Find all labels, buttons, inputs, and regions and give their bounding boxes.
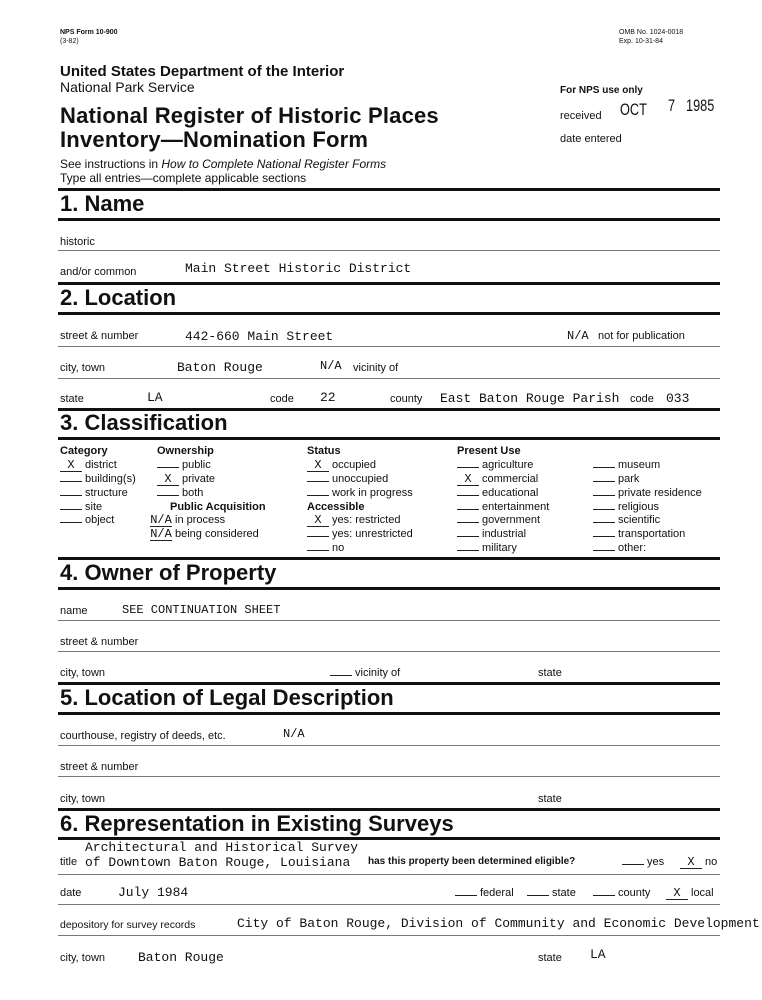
option-label: district	[85, 459, 117, 471]
category-option	[60, 459, 117, 472]
present-use-option	[457, 528, 526, 540]
field-line	[58, 935, 720, 936]
yes-label: yes	[647, 856, 665, 868]
survey-title-line2: of Downtown Baton Rouge, Louisiana	[85, 855, 351, 870]
county-level-label: county	[618, 887, 651, 899]
owner-vicinity	[330, 667, 400, 679]
eligible-label: has this property been determined eligible?	[368, 856, 576, 867]
checkbox[interactable]	[307, 536, 329, 537]
owner-city-label: city, town	[60, 667, 106, 679]
owner-vicinity-label: vicinity of	[355, 667, 401, 679]
county-checkbox[interactable]	[593, 895, 615, 896]
checkbox[interactable]	[307, 495, 329, 496]
street-value: 442-660 Main Street	[185, 329, 334, 344]
present-use-option	[593, 542, 646, 554]
present-use-option	[593, 487, 702, 499]
nps-use-label: For NPS use only	[560, 85, 643, 96]
checkbox[interactable]: X	[157, 474, 179, 486]
date-entered-label: date entered	[560, 133, 622, 145]
state-checkbox[interactable]	[527, 895, 549, 896]
federal	[455, 887, 514, 899]
instructions-text: See instructions in	[60, 157, 162, 171]
divider	[58, 712, 720, 715]
option-label: private	[182, 473, 216, 485]
received-stamp-day: 7	[668, 96, 676, 115]
state-level-label: state	[552, 887, 576, 899]
divider	[58, 188, 720, 191]
yes-checkbox[interactable]	[622, 864, 644, 865]
checkbox[interactable]	[307, 481, 329, 482]
form-title-line2: Inventory—Nomination Form	[60, 127, 369, 152]
option-label: object	[85, 514, 115, 526]
accessible-option	[307, 542, 344, 554]
category-title: Category	[60, 445, 108, 457]
field-line	[58, 378, 720, 379]
option-label: public	[182, 459, 211, 471]
field-line	[58, 745, 720, 746]
owner-state-label: state	[538, 667, 562, 679]
street-label: street & number	[60, 330, 139, 342]
option-label: site	[85, 501, 103, 513]
common-name-label: and/or common	[60, 266, 137, 278]
acquisition-option	[150, 514, 225, 527]
field-line	[58, 776, 720, 777]
form-number: NPS Form 10-900	[60, 29, 118, 36]
received-stamp-month: OCT	[620, 100, 647, 119]
option-label: yes: restricted	[332, 514, 401, 526]
field-line	[58, 620, 720, 621]
vicinity-mark: N/A	[320, 359, 342, 373]
date-value: July 1984	[118, 885, 189, 900]
option-label: park	[618, 473, 640, 485]
omb-number: OMB No. 1024-0018	[619, 29, 684, 36]
field-line	[58, 904, 720, 905]
checkbox[interactable]	[593, 467, 615, 468]
ownership-option	[157, 487, 203, 499]
present-use-option	[457, 459, 533, 471]
instructions-title: How to Complete National Register Forms	[161, 157, 387, 171]
county-level	[593, 887, 650, 899]
section-6-heading: 6. Representation in Existing Surveys	[60, 811, 454, 836]
legal-street-label: street & number	[60, 761, 139, 773]
county-code-label: code	[630, 393, 654, 405]
depository-label: depository for survey records	[60, 919, 196, 931]
eligible-yes	[622, 856, 664, 868]
present-use-option	[593, 528, 685, 540]
option-label: private residence	[618, 487, 702, 499]
category-option	[60, 501, 102, 513]
checkbox[interactable]	[307, 550, 329, 551]
not-for-publication-mark: N/A	[567, 329, 589, 343]
checkbox[interactable]	[593, 495, 615, 496]
option-label: other:	[618, 542, 647, 554]
city-value: Baton Rouge	[177, 360, 263, 375]
vicinity-label: vicinity of	[353, 362, 399, 374]
checkbox[interactable]: X	[307, 460, 329, 472]
no-checkbox[interactable]: X	[680, 857, 702, 869]
section-2-heading: 2. Location	[60, 285, 177, 310]
local-level-label: local	[691, 887, 714, 899]
form-date: (3-82)	[60, 38, 79, 45]
survey-title-label: title	[60, 856, 78, 868]
owner-name-label: name	[60, 605, 88, 617]
instructions	[60, 157, 386, 171]
checkbox[interactable]	[60, 509, 82, 510]
historic-label: historic	[60, 236, 95, 248]
county-code-value: 033	[666, 391, 690, 406]
survey-city-label: city, town	[60, 952, 106, 964]
checkbox[interactable]	[60, 495, 82, 496]
code-value: 22	[320, 390, 336, 405]
option-label: transportation	[618, 528, 686, 540]
checkbox[interactable]	[457, 522, 479, 523]
legal-city-label: city, town	[60, 793, 106, 805]
federal-checkbox[interactable]	[455, 895, 477, 896]
field-line	[58, 874, 720, 875]
date-label: date	[60, 887, 82, 899]
section-4-heading: 4. Owner of Property	[60, 560, 277, 585]
option-label: educational	[482, 487, 539, 499]
city-label: city, town	[60, 362, 106, 374]
category-option	[60, 473, 136, 485]
accessible-title: Accessible	[307, 501, 365, 513]
checkbox[interactable]	[593, 481, 615, 482]
received-label: received	[560, 110, 602, 122]
acquisition-option	[150, 528, 259, 541]
checkbox[interactable]	[157, 467, 179, 468]
checkbox[interactable]	[457, 467, 479, 468]
divider	[58, 312, 720, 315]
present-use-option	[457, 501, 549, 513]
present-use-option	[457, 487, 538, 499]
checkbox[interactable]: X	[60, 460, 82, 472]
option-label: scientific	[618, 514, 661, 526]
county-label: county	[390, 393, 423, 405]
checkbox[interactable]	[60, 481, 82, 482]
county-value: East Baton Rouge Parish	[440, 391, 620, 406]
checkbox[interactable]: N/A	[150, 527, 172, 541]
depository-value: City of Baton Rouge, Division of Community and Economic Development	[237, 916, 760, 931]
divider	[58, 437, 720, 440]
accessible-option	[307, 514, 400, 527]
eligible-no	[680, 856, 717, 869]
checkbox[interactable]	[60, 522, 82, 523]
option-label: no	[332, 542, 345, 554]
local-checkbox[interactable]: X	[666, 888, 688, 900]
present-use-title: Present Use	[457, 445, 521, 457]
option-label: both	[182, 487, 204, 499]
state-value: LA	[147, 390, 163, 405]
option-label: being considered	[175, 528, 259, 540]
status-option	[307, 487, 413, 499]
section-3-heading: 3. Classification	[60, 410, 228, 435]
option-label: occupied	[332, 459, 377, 471]
received-stamp-year: 1985	[686, 96, 715, 115]
ownership-option	[157, 473, 215, 486]
type-instructions: Type all entries—complete applicable sections	[60, 171, 307, 185]
field-line	[58, 346, 720, 347]
public-acquisition-title: Public Acquisition	[170, 501, 266, 513]
option-label: religious	[618, 501, 659, 513]
present-use-option	[593, 473, 639, 485]
option-label: in process	[175, 514, 226, 526]
present-use-option	[593, 459, 660, 471]
checkbox[interactable]	[457, 550, 479, 551]
status-option	[307, 473, 388, 485]
state-label: state	[60, 393, 84, 405]
checkbox[interactable]: N/A	[150, 513, 172, 527]
present-use-option	[593, 514, 660, 526]
checkbox[interactable]: X	[307, 515, 329, 527]
field-line	[58, 651, 720, 652]
expiration: Exp. 10-31-84	[619, 38, 663, 45]
checkbox[interactable]: X	[457, 474, 479, 486]
option-label: military	[482, 542, 517, 554]
checkbox[interactable]	[593, 550, 615, 551]
checkbox[interactable]	[457, 509, 479, 510]
not-for-publication-label: not for publication	[598, 330, 685, 342]
survey-city-value: Baton Rouge	[138, 950, 224, 965]
option-label: government	[482, 514, 541, 526]
courthouse-value: N/A	[283, 727, 305, 741]
checkbox[interactable]	[593, 536, 615, 537]
divider	[58, 587, 720, 590]
present-use-option	[457, 514, 540, 526]
status-title: Status	[307, 445, 341, 457]
category-option	[60, 514, 114, 526]
category-option	[60, 487, 128, 499]
checkbox[interactable]	[157, 495, 179, 496]
option-label: entertainment	[482, 501, 550, 513]
present-use-option	[593, 501, 659, 513]
code-label: code	[270, 393, 294, 405]
no-label: no	[705, 856, 718, 868]
option-label: building(s)	[85, 473, 136, 485]
status-option	[307, 459, 376, 472]
ownership-title: Ownership	[157, 445, 214, 457]
ownership-option	[157, 459, 211, 471]
option-label: commercial	[482, 473, 539, 485]
vicinity-blank	[330, 675, 352, 676]
option-label: work in progress	[332, 487, 413, 499]
option-label: structure	[85, 487, 128, 499]
section-1-heading: 1. Name	[60, 191, 145, 216]
common-name-value: Main Street Historic District	[185, 261, 412, 276]
owner-name-value: SEE CONTINUATION SHEET	[122, 603, 281, 617]
local-level	[666, 887, 714, 900]
option-label: unoccupied	[332, 473, 389, 485]
form-title-line1: National Register of Historic Places	[60, 103, 439, 128]
field-line	[58, 250, 720, 251]
service: National Park Service	[60, 79, 195, 95]
checkbox[interactable]	[593, 522, 615, 523]
checkbox[interactable]	[457, 536, 479, 537]
present-use-option	[457, 473, 538, 486]
present-use-option	[457, 542, 517, 554]
option-label: museum	[618, 459, 661, 471]
survey-state-label: state	[538, 952, 562, 964]
section-5-heading: 5. Location of Legal Description	[60, 685, 394, 710]
option-label: yes: unrestricted	[332, 528, 413, 540]
courthouse-label: courthouse, registry of deeds, etc.	[60, 730, 226, 742]
option-label: agriculture	[482, 459, 534, 471]
legal-state-label: state	[538, 793, 562, 805]
federal-label: federal	[480, 887, 514, 899]
survey-title-line1: Architectural and Historical Survey	[85, 840, 359, 855]
checkbox[interactable]	[593, 509, 615, 510]
owner-street-label: street & number	[60, 636, 139, 648]
option-label: industrial	[482, 528, 527, 540]
survey-state-value: LA	[590, 947, 606, 962]
department: United States Department of the Interior	[60, 63, 345, 80]
accessible-option	[307, 528, 413, 540]
checkbox[interactable]	[457, 495, 479, 496]
divider	[58, 218, 720, 221]
state-level	[527, 887, 576, 899]
